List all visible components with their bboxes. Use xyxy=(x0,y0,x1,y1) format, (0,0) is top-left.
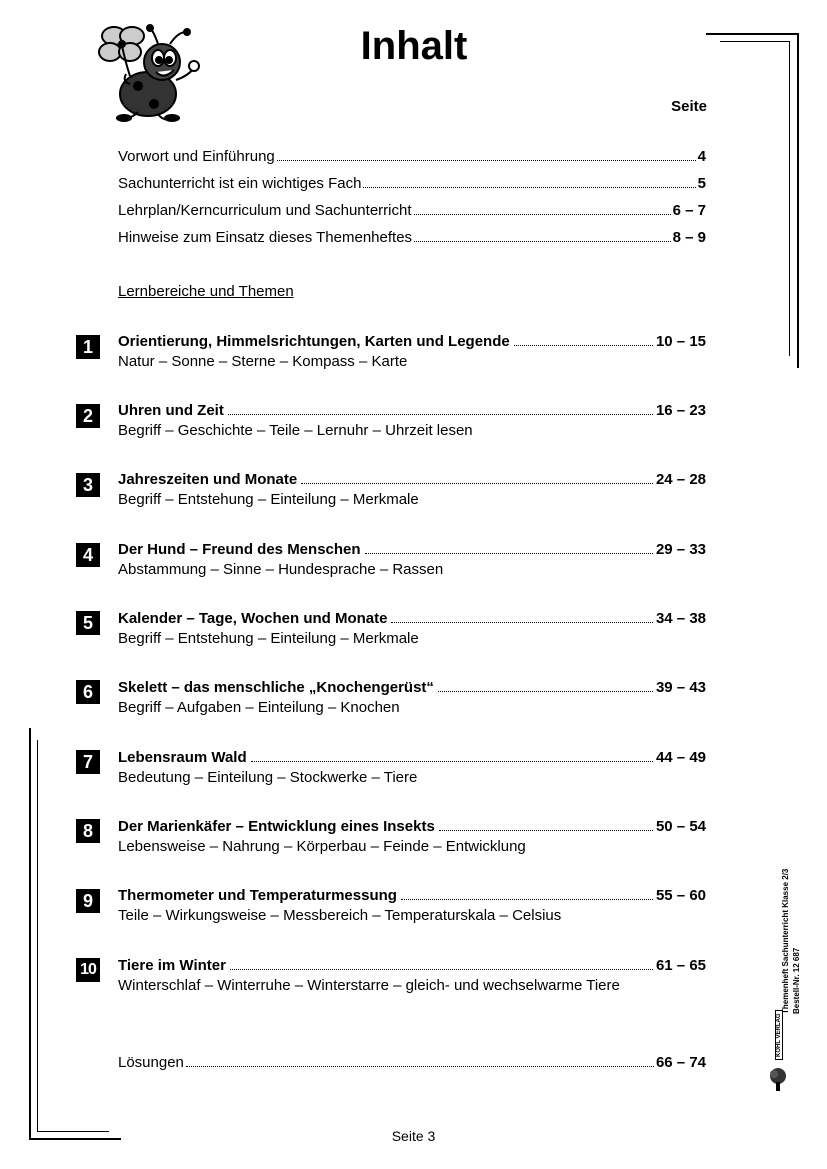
topic-title: Der Marienkäfer – Entwicklung eines Insekts xyxy=(118,818,435,835)
dot-leader xyxy=(277,159,696,161)
dot-leader xyxy=(228,413,653,415)
topic-subtitle: Lebensweise – Nahrung – Körperbau – Feinde – Entwicklung xyxy=(118,838,526,855)
side-product-label xyxy=(780,869,802,1014)
dot-leader xyxy=(301,482,653,484)
dot-leader xyxy=(391,621,652,623)
topic-subtitle: Abstammung – Sinne – Hundesprache – Rassen xyxy=(118,561,444,578)
toc-entry-pages: 6 – 7 xyxy=(672,202,706,219)
topic-title: Kalender – Tage, Wochen und Monate xyxy=(118,610,388,627)
toc-intro-entry[interactable] xyxy=(118,145,706,165)
topic-entry[interactable] xyxy=(118,954,706,994)
topic-subtitle: Begriff – Geschichte – Teile – Lernuhr – Uhrzeit lesen xyxy=(118,422,473,439)
topic-number-badge: 1 xyxy=(76,335,100,359)
topic-number-badge: 6 xyxy=(76,680,100,704)
topic-entry[interactable] xyxy=(118,399,706,439)
dot-leader xyxy=(186,1065,654,1067)
topic-title: Tiere im Winter xyxy=(118,957,226,974)
topic-pages: 61 – 65 xyxy=(655,957,706,974)
topic-pages: 44 – 49 xyxy=(655,749,706,766)
toc-intro-entry[interactable] xyxy=(118,172,706,192)
topic-entry[interactable] xyxy=(118,746,706,786)
topic-entry[interactable] xyxy=(118,538,706,578)
dot-leader xyxy=(414,240,671,242)
topic-subtitle: Begriff – Entstehung – Einteilung – Merkmale xyxy=(118,630,419,647)
topic-subtitle: Teile – Wirkungsweise – Messbereich – Temperaturskala – Celsius xyxy=(118,907,562,924)
topic-entry[interactable] xyxy=(118,607,706,647)
dot-leader xyxy=(365,552,653,554)
topic-subtitle: Begriff – Aufgaben – Einteilung – Knochen xyxy=(118,699,400,716)
topic-title: Lebensraum Wald xyxy=(118,749,247,766)
publisher-tree-logo-icon xyxy=(768,1066,788,1092)
topic-number-badge: 4 xyxy=(76,543,100,567)
topic-number-badge: 7 xyxy=(76,750,100,774)
page-column-label: Seite xyxy=(671,98,707,115)
dot-leader xyxy=(401,898,653,900)
topic-title: Orientierung, Himmelsrichtungen, Karten und Legende xyxy=(118,333,510,350)
topic-number-badge: 5 xyxy=(76,611,100,635)
topic-number-badge: 3 xyxy=(76,473,100,497)
side-label-order-number: Bestell-Nr. 12 687 xyxy=(792,947,801,1014)
topic-entry[interactable] xyxy=(118,330,706,370)
topic-entry[interactable] xyxy=(118,468,706,508)
topic-pages: 55 – 60 xyxy=(655,887,706,904)
topic-subtitle: Natur – Sonne – Sterne – Kompass – Karte xyxy=(118,353,408,370)
topic-number-badge: 2 xyxy=(76,404,100,428)
toc-entry-label: Sachunterricht ist ein wichtiges Fach xyxy=(118,175,362,192)
toc-entry-pages: 4 xyxy=(697,148,706,165)
topic-title: Thermometer und Temperaturmessung xyxy=(118,887,397,904)
toc-entry-label: Lösungen xyxy=(118,1054,184,1071)
topic-title: Jahreszeiten und Monate xyxy=(118,471,298,488)
topic-pages: 24 – 28 xyxy=(655,471,706,488)
toc-solutions-entry[interactable] xyxy=(118,1051,706,1071)
topic-pages: 29 – 33 xyxy=(655,541,706,558)
topic-subtitle: Begriff – Entstehung – Einteilung – Merkmale xyxy=(118,491,419,508)
topic-pages: 34 – 38 xyxy=(655,610,706,627)
toc-entry-pages: 5 xyxy=(697,175,706,192)
topic-entry[interactable] xyxy=(118,815,706,855)
topic-number-badge: 9 xyxy=(76,889,100,913)
dot-leader xyxy=(439,829,653,831)
publisher-logo-text: KOHL VERLAG xyxy=(775,1010,783,1060)
ladybug-mascot-illustration xyxy=(96,24,200,122)
topic-title: Skelett – das menschliche „Knochengerüst“ xyxy=(118,679,434,696)
toc-entry-pages: 66 – 74 xyxy=(655,1054,706,1071)
toc-entry-label: Lehrplan/Kerncurriculum und Sachunterricht xyxy=(118,202,412,219)
frame-right-outer xyxy=(797,33,799,368)
dot-leader xyxy=(414,213,671,215)
frame-top-right-inner xyxy=(720,41,790,42)
topic-title: Uhren und Zeit xyxy=(118,402,224,419)
dot-leader xyxy=(514,344,653,346)
section-heading: Lernbereiche und Themen xyxy=(118,283,294,300)
side-label-title: Themenheft Sachunterricht Klasse 2/3 xyxy=(781,868,790,1014)
frame-left-outer xyxy=(29,728,31,1140)
toc-entry-label: Vorwort und Einführung xyxy=(118,148,275,165)
topic-pages: 50 – 54 xyxy=(655,818,706,835)
frame-right-inner xyxy=(789,41,790,356)
frame-top-right-outer xyxy=(706,33,798,35)
topic-entry[interactable] xyxy=(118,884,706,924)
topic-subtitle: Bedeutung – Einteilung – Stockwerke – Tiere xyxy=(118,769,418,786)
topic-pages: 16 – 23 xyxy=(655,402,706,419)
dot-leader xyxy=(438,690,653,692)
topic-number-badge: 10 xyxy=(76,958,100,982)
dot-leader xyxy=(363,186,695,188)
topic-entry[interactable] xyxy=(118,676,706,716)
dot-leader xyxy=(251,760,653,762)
topic-pages: 39 – 43 xyxy=(655,679,706,696)
toc-intro-entry[interactable] xyxy=(118,199,706,219)
page-number-footer: Seite 3 xyxy=(391,1128,436,1144)
frame-left-inner xyxy=(37,740,38,1132)
toc-intro-entry[interactable] xyxy=(118,226,706,246)
topic-title: Der Hund – Freund des Menschen xyxy=(118,541,361,558)
toc-entry-label: Hinweise zum Einsatz dieses Themenheftes xyxy=(118,229,413,246)
dot-leader xyxy=(230,968,653,970)
topic-number-badge: 8 xyxy=(76,819,100,843)
topic-pages: 10 – 15 xyxy=(655,333,706,350)
toc-entry-pages: 8 – 9 xyxy=(672,229,706,246)
topic-subtitle: Winterschlaf – Winterruhe – Winterstarre – gleich- und wechselwarme Tiere xyxy=(118,977,620,994)
page-title: Inhalt xyxy=(360,24,468,68)
